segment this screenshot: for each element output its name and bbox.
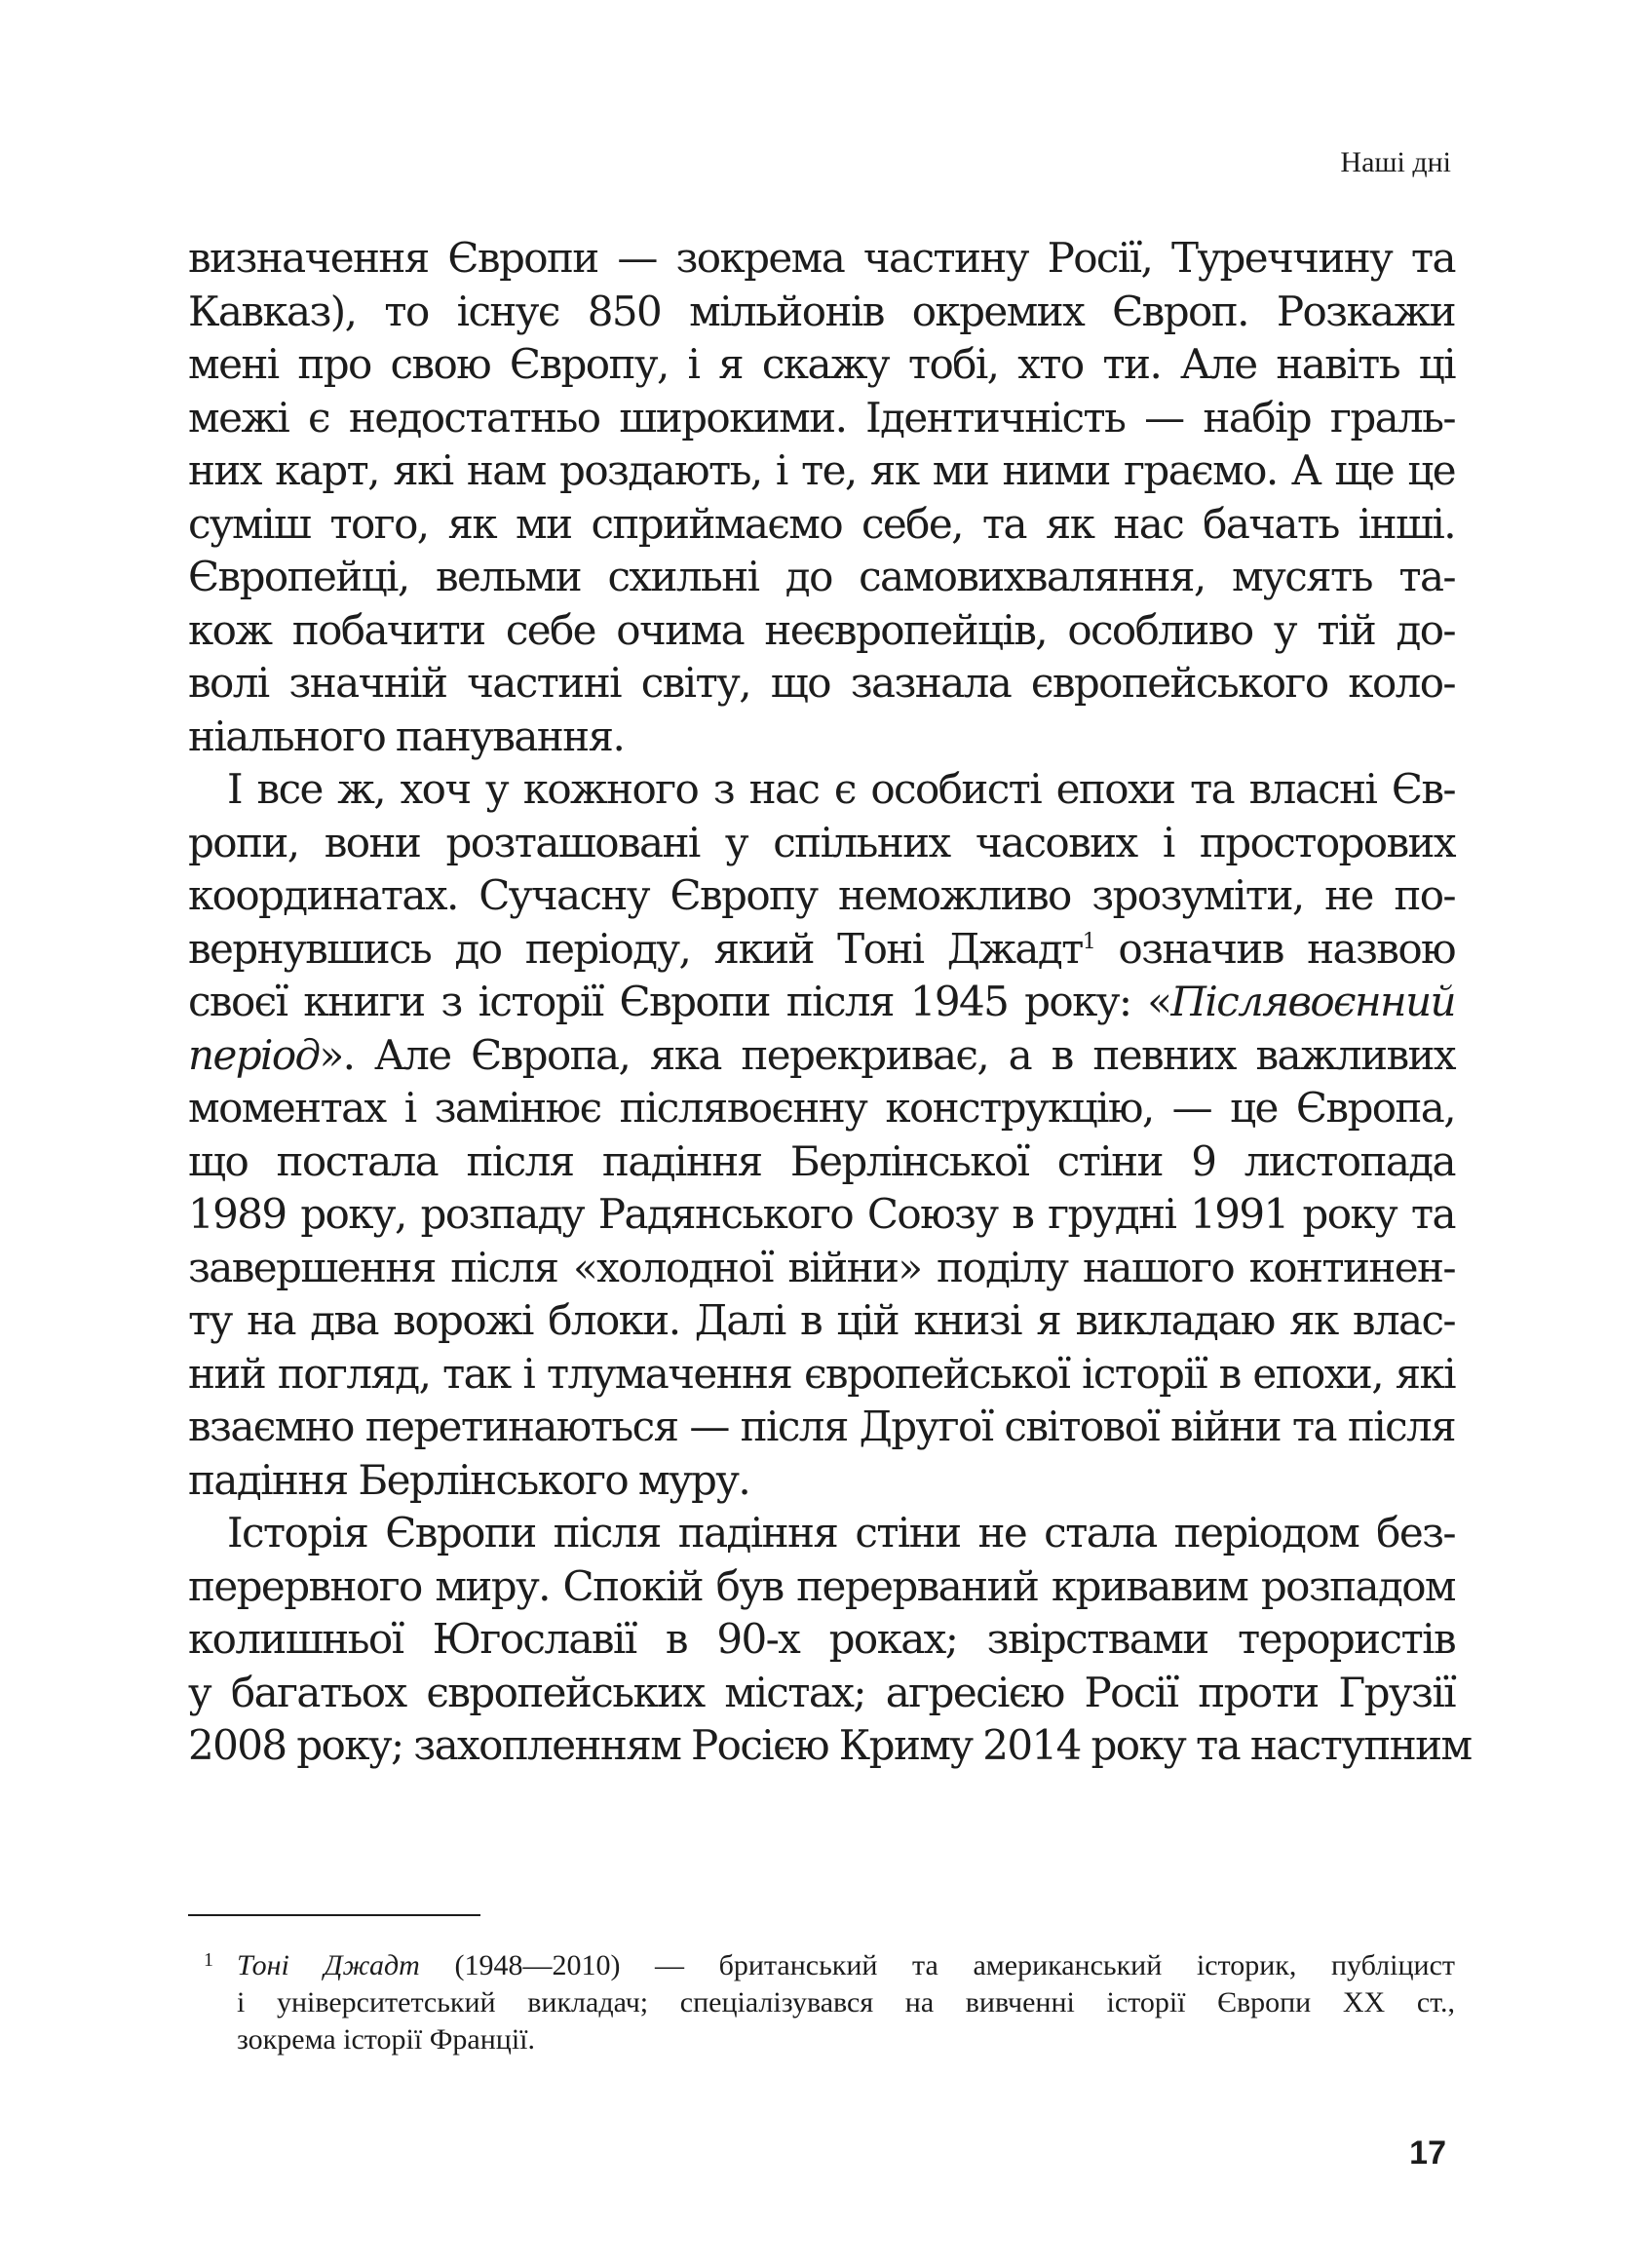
text-line: перервного миру. Спокій був перерваний кривавим розпадом <box>188 1561 1455 1610</box>
text-line <box>188 976 1455 1029</box>
text-line: межі є недостатньо широкими. Ідентичність — набір граль- <box>188 393 1455 442</box>
text-line: що постала після падіння Берлінської стіни 9 листопада <box>188 1136 1455 1185</box>
footnote-separator <box>188 1914 480 1916</box>
footnote-marker: 1 <box>204 1949 213 1971</box>
text-line: ту на два ворожі блоки. Далі в цій книзі я викладаю як влас- <box>188 1296 1455 1344</box>
footnote-name-italic: Тоні Джадт <box>237 1949 420 1981</box>
text-line <box>188 1029 1455 1083</box>
text-line: мені про свою Європу, і я скажу тобі, хто ти. Але навіть ці <box>188 340 1455 388</box>
text-line: у багатьох європейських містах; агресією Росії проти Грузії <box>188 1668 1455 1716</box>
text-line: них карт, які нам роздають, і те, як ми ними граємо. А ще це <box>188 446 1455 494</box>
text-line: взаємно перетинаються — після Другої світової війни та після <box>188 1403 1455 1450</box>
footnote-line <box>188 1947 1455 1984</box>
page-number: 17 <box>1409 2134 1446 2172</box>
text-line: падіння Берлінського муру. <box>188 1455 750 1504</box>
text-line: І все ж, хоч у кожного з нас є особисті епохи та власні Єв- <box>227 765 1455 813</box>
footnote-line: зокрема історії Франції. <box>237 2023 535 2056</box>
text-line: волі значній частині світу, що зазнала європейського коло- <box>188 659 1455 707</box>
text-line: координатах. Сучасну Європу неможливо зрозуміти, не по- <box>188 871 1455 919</box>
running-head: Наші дні <box>1340 146 1451 178</box>
text-line: Кавказ), то існує 850 мільйонів окремих Європ. Розкажи <box>188 287 1455 335</box>
text-segment: своєї книги з історії Європи після 1945 року: « <box>188 978 1171 1025</box>
text-line: Історія Європи після падіння стіни не стала періодом без- <box>227 1509 1455 1557</box>
text-segment: ». Але Європа, яка перекриває, а в певних важливих <box>319 1030 1455 1079</box>
text-line: колишньої Югославії в 90-х роках; звірствами терористів <box>188 1615 1455 1663</box>
text-line: завершення після «холодної війни» поділу нашого континен- <box>188 1243 1455 1291</box>
text-line: визначення Європи — зокрема частину Росії, Туреччину та <box>188 234 1455 282</box>
text-line: 2008 року; захопленням Росією Криму 2014 року та наступним <box>188 1721 1472 1769</box>
text-line: ропи, вони розташовані у спільних часових і просторових <box>188 818 1455 866</box>
book-title-italic: період <box>188 1030 320 1079</box>
text-line: ний погляд, так і тлумачення європейської історії в епохи, які <box>188 1349 1455 1398</box>
footnote-reference: 1 <box>1082 929 1095 954</box>
text-line <box>188 923 1455 977</box>
text-line: суміш того, як ми сприймаємо себе, та як нас бачать інші. <box>188 499 1455 548</box>
text-segment: означив назвою <box>1094 924 1455 973</box>
text-line: 1989 року, розпаду Радянського Союзу в грудні 1991 року та <box>188 1190 1455 1238</box>
text-line: Європейці, вельми схильні до самовихваляння, мусять та- <box>188 553 1455 600</box>
book-title-italic: Післявоєнний <box>1170 978 1455 1025</box>
footnote-line: і університетський викладач; спеціалізувався на вивченні історії Європи ХХ ст., <box>237 1986 1455 2018</box>
body-text <box>188 232 1472 1773</box>
text-line: моментах і замінює післявоєнну конструкцію, — це Європа, <box>188 1084 1455 1132</box>
footnote <box>188 1947 1455 2058</box>
text-segment: (1948—2010) — британський та американський історик, публіцист <box>419 1949 1455 1981</box>
text-line: ніального панування. <box>188 711 625 760</box>
text-line: кож побачити себе очима неєвропейців, особливо у тій до- <box>188 605 1455 654</box>
text-segment: вернувшись до періоду, який Тоні Джадт <box>188 924 1083 973</box>
